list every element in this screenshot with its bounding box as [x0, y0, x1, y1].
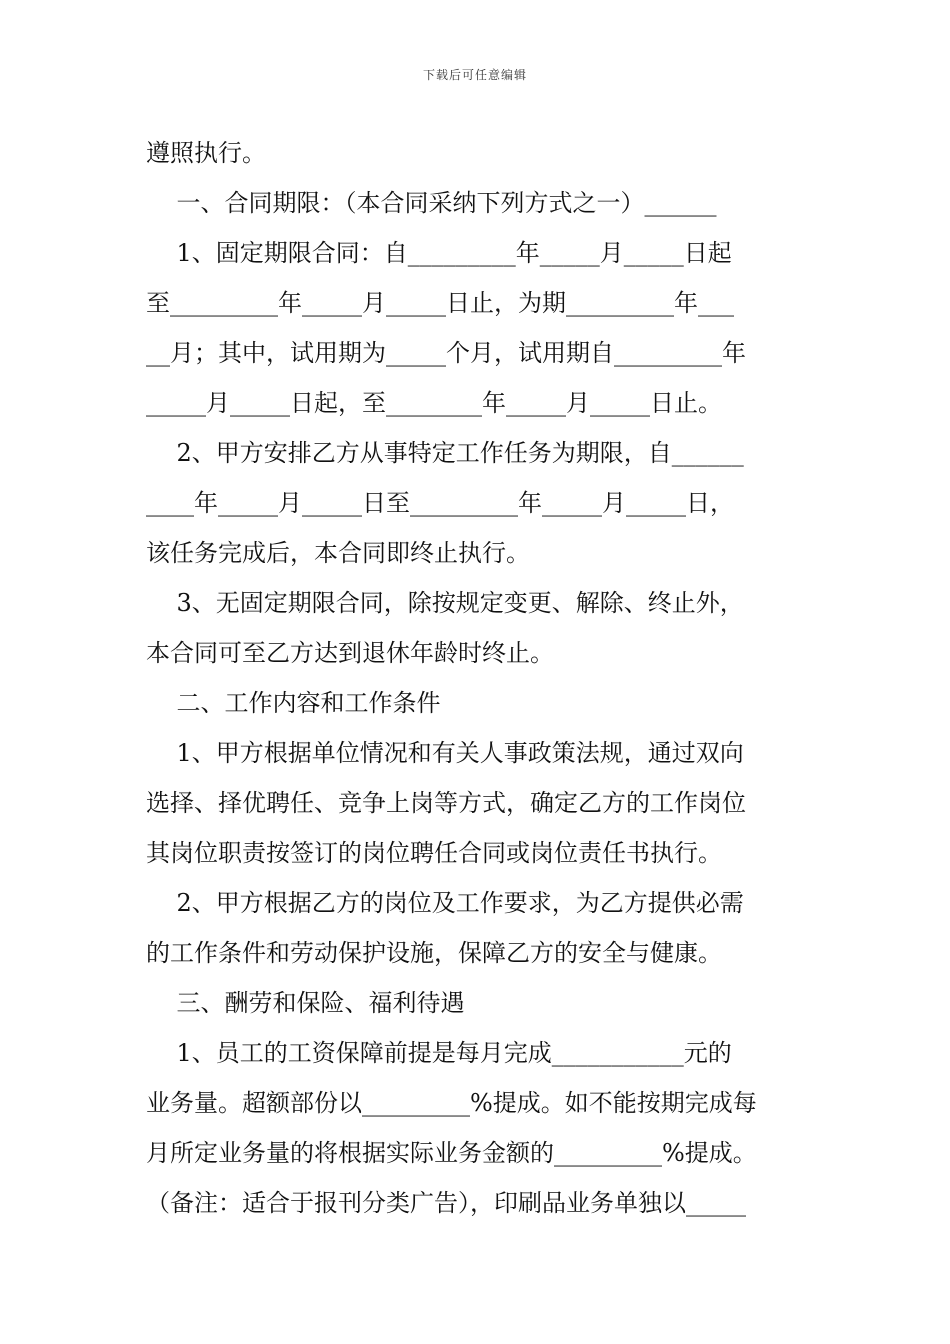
section-heading: 三、酬劳和保险、福利待遇 — [146, 989, 465, 1017]
text-line: 2、甲方安排乙方从事特定工作任务为期限，自______ — [146, 439, 744, 467]
text-line: 1、固定期限合同：自_________年_____月_____日起 — [146, 239, 732, 267]
text-line: （备注：适合于报刊分类广告），印刷品业务单独以_____ — [146, 1189, 746, 1217]
section-heading: 二、工作内容和工作条件 — [146, 689, 441, 717]
text-line: 本合同可至乙方达到退休年龄时终止。 — [146, 639, 554, 667]
text-line: 2、甲方根据乙方的岗位及工作要求，为乙方提供必需 — [146, 889, 744, 917]
text-line: 该任务完成后，本合同即终止执行。 — [146, 539, 530, 567]
text-line: _____月_____日起，至________年_____月_____日止。 — [146, 389, 722, 417]
section-heading: 一、合同期限：（本合同采纳下列方式之一）______ — [146, 189, 717, 217]
text-line: 1、甲方根据单位情况和有关人事政策法规，通过双向 — [146, 739, 744, 767]
text-line: 的工作条件和劳动保护设施，保障乙方的安全与健康。 — [146, 939, 722, 967]
page-header: 下载后可任意编辑 — [422, 68, 527, 82]
text-line: 1、员工的工资保障前提是每月完成___________元的 — [146, 1039, 732, 1067]
text-line: ____年_____月_____日至_________年_____月_____日， — [146, 489, 734, 517]
text-line: 至_________年_____月_____日止，为期_________年___ — [146, 289, 734, 317]
text-line: 遵照执行。 — [146, 139, 266, 167]
text-line: 其岗位职责按签订的岗位聘任合同或岗位责任书执行。 — [146, 839, 722, 867]
document-body — [146, 128, 808, 1228]
text-line: 月所定业务量的将根据实际业务金额的_________%提成。 — [146, 1139, 757, 1167]
text-line: __月；其中，试用期为_____个月，试用期自_________年 — [146, 339, 746, 367]
text-line: 选择、择优聘任、竞争上岗等方式，确定乙方的工作岗位 — [146, 789, 746, 817]
text-line: 3、无固定期限合同，除按规定变更、解除、终止外， — [146, 589, 744, 617]
text-line: 业务量。超额部份以_________%提成。如不能按期完成每 — [146, 1089, 757, 1117]
